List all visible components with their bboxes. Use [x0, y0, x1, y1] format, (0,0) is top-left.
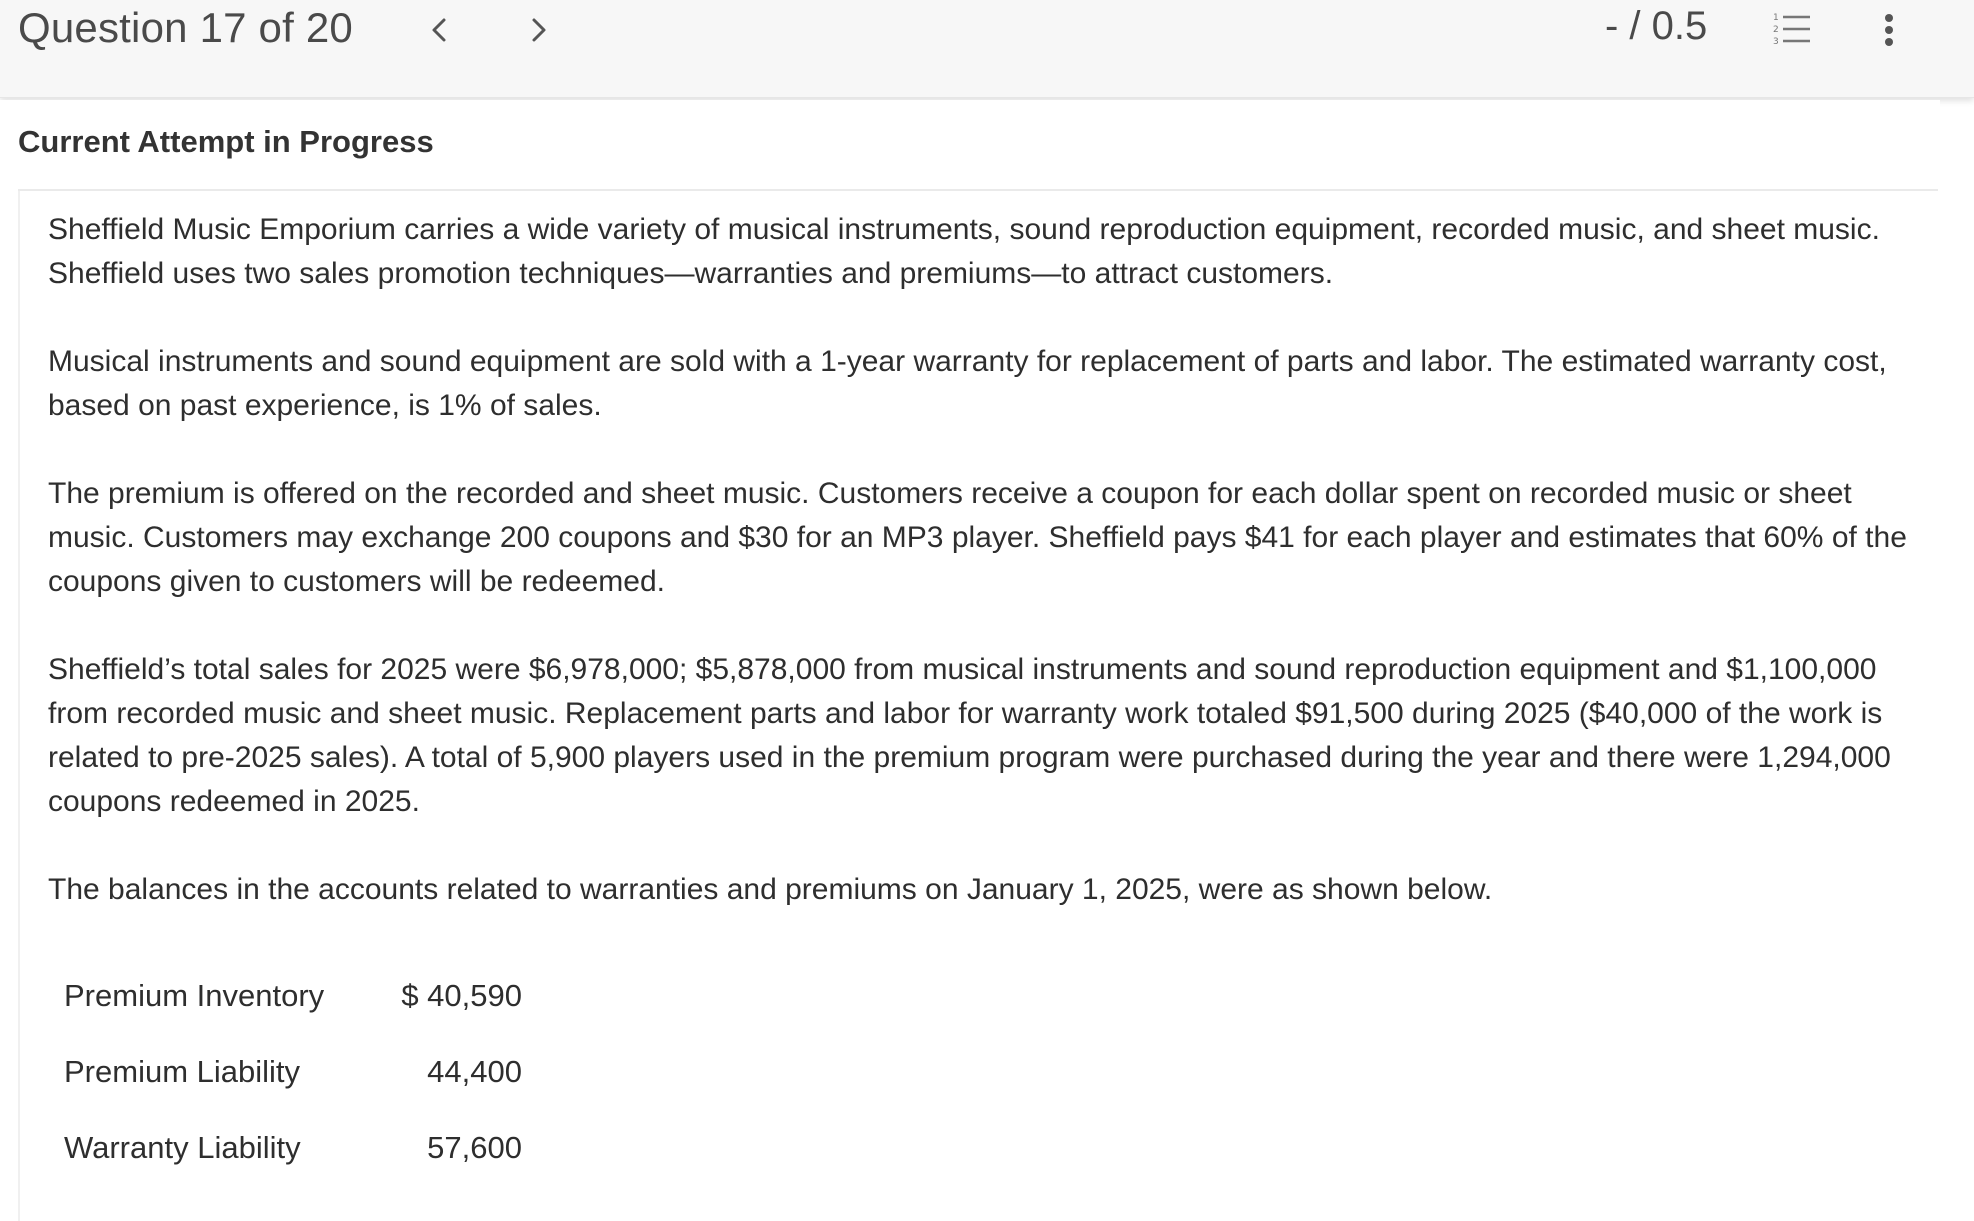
svg-text:3: 3: [1773, 37, 1779, 47]
paragraph: Musical instruments and sound equipment are sold with a 1-year warranty for replacement of parts and labor. The estimated warranty cost, based on past experience, is 1% of sales.: [48, 345, 1887, 422]
svg-text:2: 2: [1773, 25, 1779, 35]
account-amount: 44,400: [427, 1054, 522, 1089]
svg-text:1: 1: [1773, 13, 1779, 23]
chevron-left-icon: [418, 4, 458, 52]
question-content: [0, 100, 1940, 1216]
question-header: [0, 0, 1974, 98]
question-list-button[interactable]: [1770, 8, 1814, 52]
account-name: Premium Inventory: [64, 978, 325, 1013]
account-amount: 57,600: [427, 1130, 522, 1165]
paragraph: Sheffield Music Emporium carries a wide variety of musical instruments, sound reproduction equipment, recorded music, and sheet music. Sheffield uses two sales promotion techniques—warranties and premiums—to attract customers.: [48, 213, 1880, 290]
paragraph: Sheffield’s total sales for 2025 were $6,978,000; $5,878,000 from musical instruments and sound reproduction equipment and $1,100,000 from recorded music and sheet music. Replacement parts and labor for warranty work totaled $91,500 during 2025 ($40,000 of the work is related to pre-2025 sales). A total of 5,900 players used in the premium program were purchased during the year and there were 1,294,000 coupons redeemed in 2025.: [48, 653, 1891, 818]
account-name: Premium Liability: [64, 1054, 301, 1089]
balances-table: [48, 958, 538, 1186]
table-row: [48, 1034, 538, 1110]
question-counter: Question 17 of 20: [18, 4, 353, 51]
more-vertical-icon: [1878, 8, 1900, 52]
chevron-right-icon: [520, 4, 560, 52]
score-display: - / 0.5: [1605, 4, 1708, 48]
problem-text: [48, 208, 1928, 956]
account-amount: $ 40,590: [401, 978, 522, 1013]
content-border: [18, 191, 20, 1221]
section-title: Current Attempt in Progress: [18, 124, 434, 159]
table-row: [48, 958, 538, 1034]
paragraph: The balances in the accounts related to warranties and premiums on January 1, 2025, were as shown below.: [48, 873, 1493, 906]
divider: [18, 189, 1938, 191]
more-options-button[interactable]: [1878, 8, 1900, 52]
next-question-button[interactable]: [520, 4, 560, 52]
numbered-list-icon: [1770, 8, 1814, 52]
account-name: Warranty Liability: [64, 1130, 301, 1165]
previous-question-button[interactable]: [418, 4, 458, 52]
table-row: [48, 1110, 538, 1186]
paragraph: The premium is offered on the recorded and sheet music. Customers receive a coupon for each dollar spent on recorded music or sheet music. Customers may exchange 200 coupons and $30 for an MP3 player. Sheffield pays $41 for each player and estimates that 60% of the coupons given to customers will be redeemed.: [48, 477, 1907, 598]
